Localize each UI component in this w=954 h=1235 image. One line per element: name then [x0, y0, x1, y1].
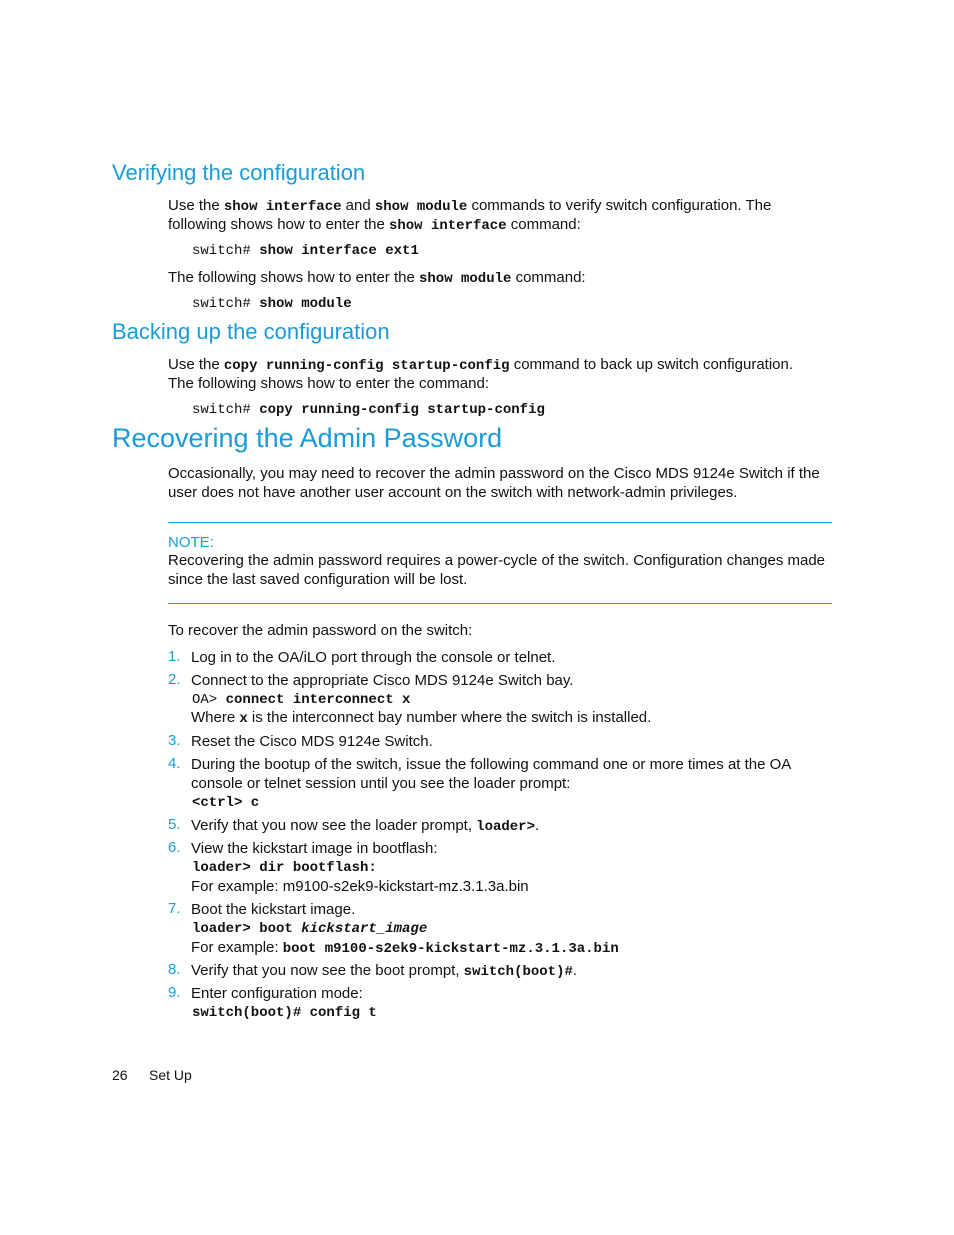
code-prompt: switch# — [192, 402, 260, 418]
text: Where — [191, 709, 240, 726]
step-number: 2. — [168, 671, 181, 688]
note-line2: since the last saved configuration will be lost. — [168, 571, 468, 588]
code-inline: show interface — [223, 199, 342, 215]
text: Use the — [168, 197, 224, 214]
step-number: 5. — [168, 816, 181, 833]
code-inline: show module — [374, 199, 468, 215]
code-inline: boot m9100-s2ek9-kickstart-mz.3.1.3a.bin — [282, 941, 619, 957]
code-inline: x — [239, 711, 248, 727]
code-command: loader> boot — [192, 921, 302, 937]
step-5-text — [191, 816, 539, 837]
heading-backing-up: Backing up the configuration — [112, 319, 390, 344]
step-number: 7. — [168, 900, 181, 917]
step-6-text: View the kickstart image in bootflash: — [191, 840, 438, 857]
code-example-show-module — [192, 296, 352, 312]
step-6-code: loader> dir bootflash: — [192, 860, 377, 876]
note-line1: Recovering the admin password requires a power-cycle of the switch. Configuration changes made — [168, 552, 826, 569]
code-prompt: switch# — [192, 296, 260, 312]
verify-intro-line2 — [168, 215, 581, 236]
text: following shows how to enter the — [168, 216, 389, 233]
step-number: 3. — [168, 732, 181, 749]
verify-intro-line1 — [168, 196, 771, 217]
code-prompt: OA> — [192, 692, 226, 708]
code-command: show module — [259, 296, 352, 312]
step-number: 6. — [168, 839, 181, 856]
step-8-text — [191, 961, 577, 982]
heading-recovering: Recovering the Admin Password — [112, 423, 503, 453]
text: command: — [506, 216, 581, 233]
code-command: connect interconnect x — [225, 692, 411, 708]
backup-intro-line1 — [168, 355, 793, 376]
text: command to back up switch configuration. — [509, 356, 794, 373]
text: . — [534, 817, 540, 834]
step-9-text: Enter configuration mode: — [191, 985, 363, 1002]
step-6-example: For example: m9100-s2ek9-kickstart-mz.3.1.3a.bin — [191, 878, 529, 895]
step-number: 8. — [168, 961, 181, 978]
code-example-show-interface — [192, 243, 419, 259]
text: . — [572, 962, 578, 979]
backup-intro-line2: The following shows how to enter the command: — [168, 375, 489, 392]
text: For example: — [191, 939, 283, 956]
step-1-text: Log in to the OA/iLO port through the console or telnet. — [191, 649, 556, 666]
step-7-text: Boot the kickstart image. — [191, 901, 356, 918]
text: command: — [511, 269, 586, 286]
step-3-text: Reset the Cisco MDS 9124e Switch. — [191, 733, 433, 750]
code-inline: copy running-config startup-config — [223, 358, 510, 374]
text: Use the — [168, 356, 224, 373]
code-prompt: switch# — [192, 243, 260, 259]
text: commands to verify switch configuration. The — [467, 197, 772, 214]
code-example-copy — [192, 402, 545, 418]
step-4-text-line1: During the bootup of the switch, issue the following command one or more times at the OA — [191, 756, 792, 773]
note-bottom-rule — [168, 603, 832, 604]
step-2-where — [191, 708, 651, 729]
recover-intro-line1: Occasionally, you may need to recover the admin password on the Cisco MDS 9124e Switch if the — [168, 465, 820, 482]
code-variable: kickstart_image — [301, 921, 428, 937]
step-7-code — [192, 921, 427, 937]
step-4-code: <ctrl> c — [192, 795, 260, 811]
recover-lead: To recover the admin password on the switch: — [168, 622, 473, 639]
heading-verifying: Verifying the configuration — [112, 160, 366, 185]
note-top-rule — [168, 522, 832, 523]
page-number: 26 — [112, 1067, 128, 1083]
step-2-text: Connect to the appropriate Cisco MDS 9124e Switch bay. — [191, 672, 574, 689]
step-7-example — [191, 938, 619, 959]
step-2-code — [192, 692, 410, 708]
code-inline: switch(boot)# — [463, 964, 573, 980]
step-4-text-line2: console or telnet session until you see the loader prompt: — [191, 775, 571, 792]
code-command: copy running-config startup-config — [259, 402, 545, 418]
code-inline: show module — [418, 271, 512, 287]
note-label: NOTE: — [168, 534, 214, 551]
footer-section: Set Up — [149, 1067, 192, 1083]
code-command: show interface ext1 — [259, 243, 419, 259]
step-number: 9. — [168, 984, 181, 1001]
verify-line2 — [168, 268, 586, 289]
step-9-code: switch(boot)# config t — [192, 1005, 377, 1021]
code-inline: show interface — [388, 218, 507, 234]
text: and — [341, 197, 375, 214]
text: Verify that you now see the boot prompt, — [191, 962, 464, 979]
step-number: 4. — [168, 755, 181, 772]
recover-intro-line2: user does not have another user account on the switch with network-admin privileges. — [168, 484, 738, 501]
code-inline: loader> — [476, 819, 535, 835]
step-number: 1. — [168, 648, 181, 665]
text: The following shows how to enter the — [168, 269, 419, 286]
text: is the interconnect bay number where the switch is installed. — [247, 709, 652, 726]
text: Verify that you now see the loader prompt, — [191, 817, 477, 834]
